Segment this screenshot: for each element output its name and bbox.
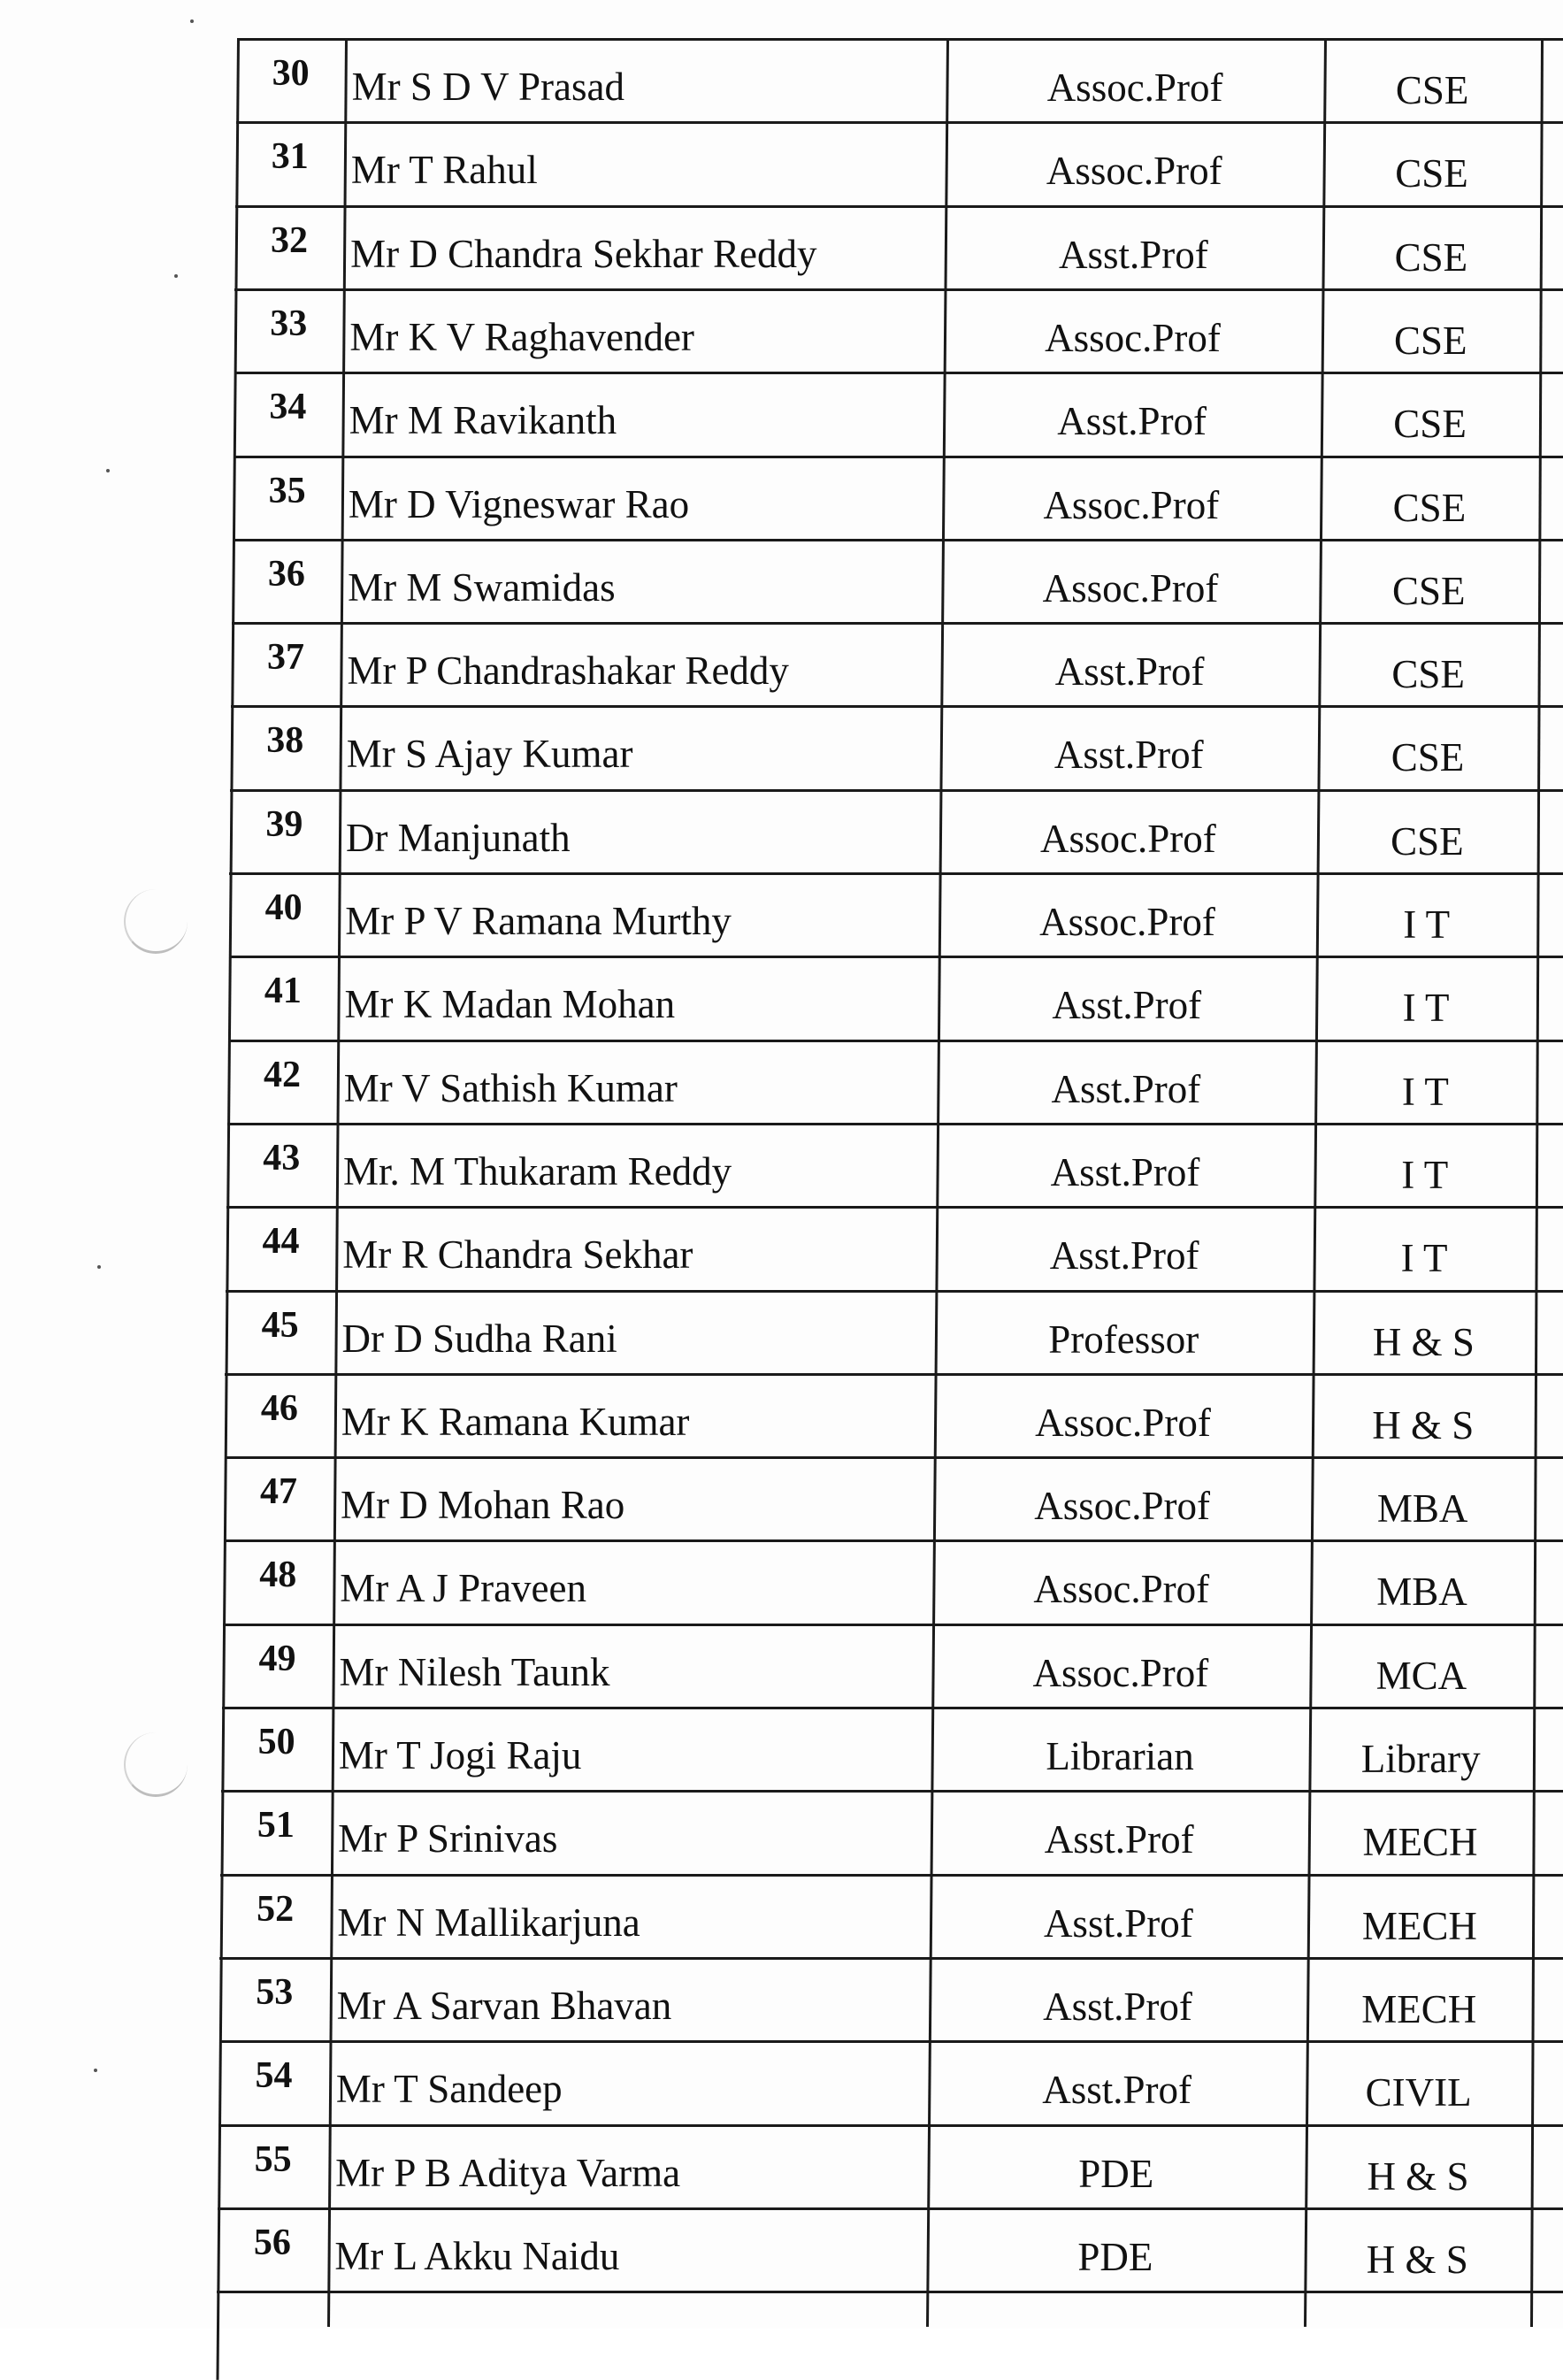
row-serial-number: 44 [262, 1221, 300, 1263]
row-staff-name: Mr Nilesh Taunk [339, 1649, 610, 1694]
table-row-line [222, 1707, 1563, 1709]
row-department: H & S [1372, 1402, 1475, 1447]
row-designation: Assoc.Prof [1046, 65, 1223, 110]
row-department: CSE [1393, 318, 1467, 363]
row-designation: Assoc.Prof [1039, 900, 1215, 944]
row-designation: Asst.Prof [1053, 733, 1204, 778]
row-department: CSE [1392, 568, 1466, 613]
table-row-line [231, 705, 1563, 708]
row-designation: Asst.Prof [1042, 2068, 1192, 2113]
table-row-line [229, 956, 1563, 958]
table-row-line [219, 2040, 1563, 2043]
row-department: I T [1400, 1236, 1448, 1281]
row-staff-name: Mr T Jogi Raju [338, 1733, 582, 1777]
row-department: MECH [1362, 1820, 1478, 1865]
row-department: CSE [1394, 234, 1468, 280]
table-row-line [234, 372, 1563, 374]
row-staff-name: Mr V Sathish Kumar [343, 1065, 678, 1110]
row-staff-name: Mr P B Aditya Varma [335, 2150, 681, 2195]
row-designation: Asst.Prof [1051, 1066, 1201, 1111]
row-department: I T [1403, 902, 1451, 947]
row-serial-number: 49 [258, 1638, 296, 1679]
table-row-line [223, 1624, 1563, 1626]
row-staff-name: Dr Manjunath [345, 815, 571, 860]
scan-speck [190, 19, 194, 23]
row-designation: Assoc.Prof [1040, 816, 1216, 861]
row-department: H & S [1366, 2237, 1468, 2282]
row-serial-number: 30 [272, 53, 310, 94]
row-staff-name: Dr D Sudha Rani [341, 1316, 617, 1361]
table-row-line [233, 539, 1563, 541]
table-row-line [218, 2124, 1563, 2127]
row-staff-name: Mr N Mallikarjuna [337, 1900, 640, 1945]
row-serial-number: 45 [261, 1304, 299, 1346]
row-staff-name: Mr K V Raghavender [349, 314, 694, 359]
row-staff-name: Mr S Ajay Kumar [346, 732, 633, 777]
row-serial-number: 54 [255, 2055, 293, 2097]
row-staff-name: Mr S D V Prasad [351, 65, 624, 109]
row-serial-number: 43 [263, 1137, 301, 1178]
row-designation: Librarian [1046, 1734, 1194, 1778]
row-department: MECH [1361, 1986, 1477, 2031]
row-designation: Assoc.Prof [1043, 482, 1220, 527]
row-designation: Assoc.Prof [1046, 149, 1222, 194]
row-designation: Assoc.Prof [1033, 1567, 1210, 1612]
table-row-line [228, 1040, 1563, 1042]
row-serial-number: 51 [257, 1805, 295, 1846]
punch-hole-bottom [124, 1732, 188, 1797]
row-staff-name: Mr A J Praveen [340, 1566, 587, 1611]
table-row-line [235, 205, 1563, 208]
table-row-line [226, 1206, 1563, 1209]
row-serial-number: 42 [264, 1054, 302, 1095]
row-serial-number: 35 [268, 470, 306, 511]
row-serial-number: 37 [267, 637, 305, 679]
row-serial-number: 34 [269, 387, 307, 428]
table-row-line [227, 1123, 1563, 1125]
row-department: CSE [1395, 68, 1469, 112]
row-staff-name: Mr R Chandra Sekhar [342, 1232, 693, 1278]
table-row-line [229, 872, 1563, 875]
row-staff-name: Mr K Madan Mohan [344, 982, 676, 1027]
table-row-line [218, 2207, 1563, 2210]
row-designation: Assoc.Prof [1042, 565, 1219, 610]
row-staff-name: Mr K Ramana Kumar [341, 1399, 690, 1444]
table-row-line [232, 622, 1563, 625]
row-serial-number: 40 [264, 887, 303, 928]
table-row-line [234, 288, 1563, 291]
row-serial-number: 32 [270, 219, 308, 261]
table-row-line [225, 1456, 1563, 1459]
table-row-line [217, 2291, 1563, 2293]
row-designation: Asst.Prof [1050, 1149, 1200, 1194]
row-serial-number: 33 [270, 303, 308, 344]
row-department: CSE [1395, 151, 1468, 196]
row-staff-name: Mr T Sandeep [335, 2067, 563, 2112]
row-department: CSE [1391, 818, 1464, 864]
row-staff-name: Mr D Mohan Rao [341, 1483, 625, 1528]
row-serial-number: 53 [256, 1971, 294, 2013]
row-department: I T [1401, 1152, 1449, 1197]
row-department: H & S [1367, 2154, 1469, 2199]
table-row-line [230, 789, 1563, 792]
row-department: MBA [1376, 1486, 1468, 1532]
table-row-line [219, 1957, 1563, 1960]
punch-hole-top [124, 889, 188, 954]
table-row-line [226, 1290, 1563, 1293]
row-department: MCA [1375, 1653, 1467, 1698]
row-serial-number: 55 [254, 2138, 292, 2180]
row-designation: Asst.Prof [1054, 649, 1205, 695]
row-staff-name: Mr. M Thukaram Reddy [343, 1148, 732, 1194]
row-department: I T [1402, 986, 1450, 1031]
row-designation: PDE [1078, 2151, 1154, 2196]
row-staff-name: Mr T Rahul [350, 148, 538, 193]
row-serial-number: 46 [260, 1387, 298, 1429]
row-serial-number: 48 [259, 1555, 297, 1596]
row-department: CIVIL [1365, 2070, 1472, 2115]
row-designation: Professor [1048, 1317, 1199, 1362]
row-designation: Asst.Prof [1057, 399, 1207, 444]
row-staff-name: Mr P Srinivas [338, 1816, 558, 1862]
row-designation: Asst.Prof [1043, 1900, 1193, 1946]
row-department: CSE [1391, 652, 1465, 697]
row-designation: Assoc.Prof [1035, 1400, 1211, 1445]
row-serial-number: 50 [257, 1722, 295, 1762]
table-row-line [220, 1874, 1563, 1877]
row-serial-number: 36 [267, 553, 305, 595]
row-staff-name: Mr A Sarvan Bhavan [336, 1983, 672, 2028]
row-staff-name: Mr M Ravikanth [349, 398, 617, 443]
row-department: I T [1401, 1069, 1449, 1114]
row-serial-number: 41 [264, 971, 302, 1012]
row-designation: Asst.Prof [1052, 983, 1202, 1028]
row-department: CSE [1393, 402, 1467, 447]
row-department: MBA [1376, 1570, 1467, 1615]
row-serial-number: 56 [253, 2222, 291, 2263]
scan-speck [174, 274, 178, 278]
row-designation: Assoc.Prof [1032, 1650, 1209, 1695]
row-staff-name: Mr D Chandra Sekhar Reddy [350, 231, 817, 276]
row-serial-number: 39 [265, 803, 303, 845]
scan-speck [106, 469, 110, 472]
row-department: MECH [1361, 1903, 1477, 1948]
row-designation: Assoc.Prof [1045, 315, 1221, 360]
row-department: CSE [1391, 735, 1465, 780]
row-staff-name: Mr L Akku Naidu [334, 2233, 620, 2278]
table-row-line [221, 1790, 1563, 1793]
row-designation: Asst.Prof [1049, 1233, 1199, 1278]
row-designation: Asst.Prof [1043, 1984, 1192, 2029]
row-department: CSE [1392, 485, 1467, 530]
row-serial-number: 47 [260, 1471, 298, 1513]
row-designation: Asst.Prof [1058, 232, 1208, 277]
table-row-line [234, 456, 1563, 458]
table-row-line [237, 38, 1563, 41]
row-staff-name: Mr M Swamidas [348, 564, 616, 610]
row-staff-name: Mr D Vigneswar Rao [348, 481, 690, 526]
table-row-line [236, 121, 1563, 124]
table-row-line [225, 1373, 1563, 1376]
row-staff-name: Mr P V Ramana Murthy [345, 899, 732, 943]
scan-speck [94, 2069, 97, 2072]
row-staff-name: Mr P Chandrashakar Reddy [347, 649, 789, 694]
row-designation: PDE [1077, 2234, 1153, 2279]
row-department: H & S [1372, 1319, 1475, 1364]
table-row-line [224, 1539, 1563, 1542]
row-department: Library [1360, 1737, 1481, 1781]
row-serial-number: 38 [266, 720, 304, 762]
scan-speck [97, 1265, 101, 1269]
row-designation: Assoc.Prof [1034, 1484, 1210, 1529]
row-serial-number: 31 [271, 136, 309, 178]
row-serial-number: 52 [257, 1888, 295, 1930]
row-designation: Asst.Prof [1044, 1817, 1194, 1862]
